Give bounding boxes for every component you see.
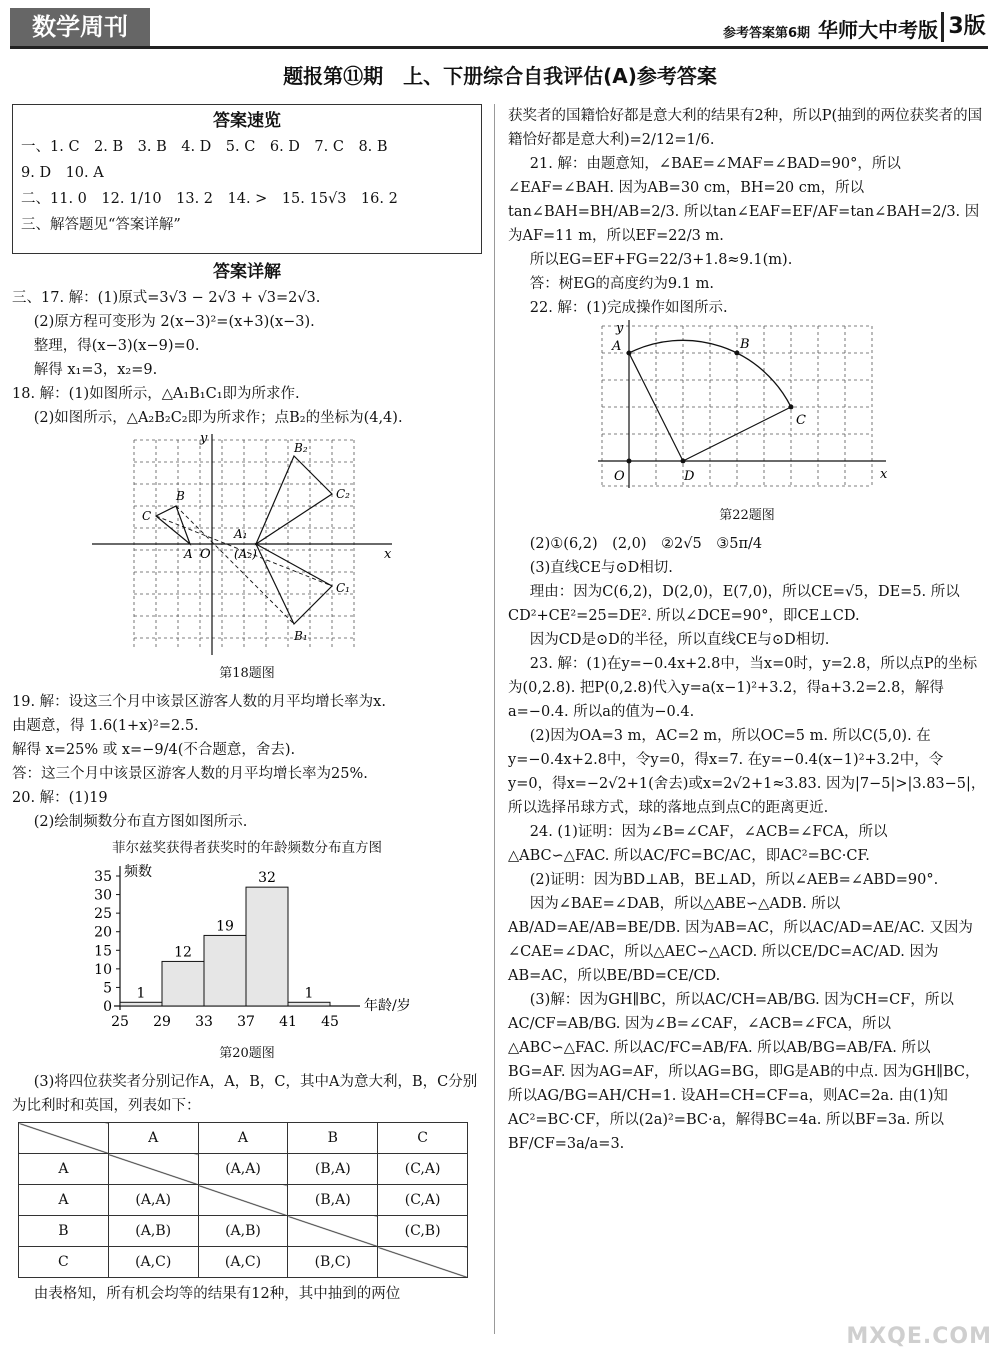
q23-part-1: 23. 解：(1)在y=−0.4x+2.8中，当x=0时，y=2.8，所以点P的坐标为(0,2.8). 把P(0,2.8)代入y=a(x−1)²+3.2，得a+3.2=2.8，解得a=−0.4. 所以a的值为−0.4. <box>508 656 978 720</box>
q18-line-1: 18. 解：(1)如图所示，△A₁B₁C₁即为所求作. <box>12 386 300 402</box>
svg-text:y: y <box>200 431 208 446</box>
table-cell <box>378 1247 468 1278</box>
q22-part-3: (3)直线CE与⊙D相切. <box>529 560 673 576</box>
q19-line-2: 由题意，得 1.6(1+x)²=2.5. <box>12 718 199 734</box>
q22-part-2: (2)①(6,2) (2,0) ②2√5 ③5π/4 <box>529 536 763 552</box>
table-row <box>19 1247 468 1278</box>
figure-22-circle-grid <box>508 320 986 502</box>
y-tick-label: 5 <box>103 980 112 997</box>
table-cell: B <box>19 1216 109 1247</box>
q21-solution: 21. 解：由题意知，∠BAE=∠MAF=∠BAD=90°，所以∠EAF=∠BAH. 因为AB=30 cm，BH=20 cm，所以tan∠BAH=BH/AB=2/3. 所以tan∠EAF=EF/AF=tan∠BAH=2/3. 因为AF=11 m，所以EF=22/3 m. <box>508 156 980 244</box>
q21-answer: 答：树EG的高度约为9.1 m. <box>529 276 714 292</box>
quick-line-1: 一、1. C 2. B 3. B 4. D 5. C 6. D 7. C 8. B <box>21 139 388 155</box>
q17-line-4: 解得 x₁=3，x₂=9. <box>33 362 158 378</box>
y-tick-label: 10 <box>94 961 112 978</box>
quick-answers-heading: 答案速览 <box>213 111 281 131</box>
q20-line-4: 由表格知，所有机会均等的结果有12种，其中抽到的两位 <box>33 1286 401 1302</box>
x-tick-label: 25 <box>111 1014 129 1030</box>
table-cell: (C,B) <box>378 1216 468 1247</box>
svg-text:O: O <box>614 469 625 484</box>
y-tick-label: 0 <box>103 999 112 1015</box>
table-cell: (A,A) <box>108 1185 198 1216</box>
edition-label: 华师大中考版 <box>818 18 938 42</box>
x-axis-label: 年龄/岁 <box>364 998 411 1014</box>
table-cell <box>288 1216 378 1247</box>
svg-text:B: B <box>176 489 185 503</box>
table-cell: A <box>19 1154 109 1185</box>
svg-text:x: x <box>880 467 888 482</box>
x-tick-label: 33 <box>195 1014 213 1030</box>
table-cell <box>198 1185 288 1216</box>
svg-text:C: C <box>142 509 152 523</box>
bar-value-label: 12 <box>174 944 192 961</box>
bar-value-label: 32 <box>258 870 276 887</box>
table-cell: (C,A) <box>378 1185 468 1216</box>
q17-line-3: 整理，得(x−3)(x−9)=0. <box>33 338 200 354</box>
svg-text:A: A <box>184 547 193 561</box>
table-cell: (A,A) <box>198 1154 288 1185</box>
x-tick-label: 29 <box>153 1014 171 1030</box>
q23-part-2: (2)因为OA=3 m，AC=2 m，所以OC=5 m. 所以C(5,0). 在y=−0.4x+2.8中，令y=0，得x=7. 在y=−0.4(x−1)²+3.2中，令y=0，得x=−2√2+1(舍去)或x=2√2+1≈3.83. 因为|7−5|>|3.83−5|，所以选择吊球方式，球的落地点到点C的距离更近. <box>508 728 986 816</box>
q17-line-1: 三、17. 解：(1)原式=3√3 − 2√3 + √3=2√3. <box>12 290 321 306</box>
quick-line-4: 三、解答题见“答案详解” <box>21 217 181 233</box>
svg-text:O: O <box>200 547 211 562</box>
histogram-bar <box>162 961 204 1006</box>
histogram-bar <box>120 1002 162 1006</box>
table-corner-cell <box>19 1123 109 1154</box>
table-cell: (B,C) <box>288 1247 378 1278</box>
svg-text:B₂: B₂ <box>294 441 308 455</box>
svg-text:x: x <box>384 547 392 562</box>
table-row <box>19 1154 468 1185</box>
svg-text:(A₂): (A₂) <box>234 547 257 561</box>
left-column <box>12 104 482 1306</box>
table-header-cell: A <box>108 1123 198 1154</box>
histogram-bar <box>204 935 246 1006</box>
masthead <box>10 8 988 49</box>
issue-info <box>723 14 938 43</box>
svg-text:C₁: C₁ <box>336 581 350 595</box>
svg-text:C: C <box>796 413 806 428</box>
q22-line-1: 22. 解：(1)完成操作如图所示. <box>529 300 728 316</box>
table-row <box>19 1185 468 1216</box>
bar-value-label: 1 <box>304 985 314 1002</box>
q22-reason: 理由：因为C(6,2)，D(2,0)，E(7,0)，所以CE=√5，DE=5. 所以CD²+CE²=25=DE². 所以∠DCE=90°，即CE⊥CD. <box>508 584 960 624</box>
page-number: 3版 <box>948 14 986 39</box>
right-column <box>508 104 986 1156</box>
table-cell: (B,A) <box>288 1154 378 1185</box>
figure-22-caption: 第22题图 <box>719 508 775 523</box>
svg-text:D: D <box>684 469 695 484</box>
page-title: 题报第⑪期 上、下册综合自我评估(A)参考答案 <box>283 64 717 88</box>
table-header-cell: A <box>198 1123 288 1154</box>
table-header-cell: C <box>378 1123 468 1154</box>
q18-line-2: (2)如图所示，△A₂B₂C₂即为所求作；点B₂的坐标为(4,4). <box>33 410 403 426</box>
column-divider <box>494 104 495 1334</box>
header-divider <box>941 12 944 42</box>
y-tick-label: 35 <box>94 869 112 885</box>
y-tick-label: 15 <box>94 943 112 960</box>
q20-line-3: (3)将四位获奖者分别记作A，A，B，C，其中A为意大利，B，C分别为比利时和英国，列表如下： <box>12 1074 478 1114</box>
quick-answers-box <box>12 104 482 254</box>
table-cell: C <box>19 1247 109 1278</box>
histogram-bar <box>246 887 288 1006</box>
table-cell: (B,A) <box>288 1185 378 1216</box>
table-cell: (A,B) <box>198 1216 288 1247</box>
table-header-row <box>19 1123 468 1154</box>
figure-20-histogram <box>12 860 482 1040</box>
table-cell: A <box>19 1185 109 1216</box>
x-tick-label: 37 <box>237 1014 255 1030</box>
q20-line-2: (2)绘制频数分布直方图如图所示. <box>33 814 248 830</box>
q19-line-4: 答：这三个月中该景区游客人数的月平均增长率为25%. <box>12 766 368 782</box>
table-row <box>19 1216 468 1247</box>
svg-text:A₁: A₁ <box>234 527 248 541</box>
quick-line-3: 二、11. 0 12. 1/10 13. 2 14. > 15. 15√3 16. 2 <box>21 191 398 207</box>
y-tick-label: 30 <box>94 887 112 904</box>
q24-part-2: (2)证明：因为BD⊥AB，BE⊥AD，所以∠AEB=∠ABD=90°. <box>529 872 939 888</box>
table-cell <box>108 1154 198 1185</box>
table-cell: (A,C) <box>108 1247 198 1278</box>
brand-logo: 数学周刊 <box>10 8 150 46</box>
y-tick-label: 20 <box>94 924 112 941</box>
table-cell: (C,A) <box>378 1154 468 1185</box>
q19-line-3: 解得 x=25% 或 x=−9/4(不合题意，舍去). <box>12 742 296 758</box>
svg-text:B₁: B₁ <box>294 629 308 643</box>
quick-line-2: 9. D 10. A <box>21 165 104 181</box>
outcome-table <box>18 1122 468 1278</box>
x-tick-label: 45 <box>321 1014 339 1030</box>
q21-line-2: 所以EG=EF+FG=22/3+1.8≈9.1(m). <box>529 252 793 268</box>
svg-text:B: B <box>740 337 750 352</box>
q17-line-2: (2)原方程可变形为 2(x−3)²=(x+3)(x−3). <box>33 314 315 330</box>
site-watermark: MXQE.COM <box>846 1324 992 1349</box>
table-header-cell: B <box>288 1123 378 1154</box>
q20-conclusion: 获奖者的国籍恰好都是意大利的结果有2种，所以P(抽到的两位获奖者的国籍恰好都是意大利)=2/12=1/6. <box>508 108 983 148</box>
bar-value-label: 19 <box>216 918 234 935</box>
q24-part-1: 24. (1)证明：因为∠B=∠CAF，∠ACB=∠FCA，所以△ABC∽△FAC. 所以AC/FC=BC/AC，即AC²=BC·CF. <box>508 824 888 864</box>
q24-part-2-proof: 因为∠BAE=∠DAB，所以△ABE∽△ADB. 所以AB/AD=AE/AB=BE/DB. 因为AB=AC，所以AC/AD=AE/AC. 又因为∠CAE=∠DAC，所以△AEC∽△ACD. 所以CE/DC=AC/AD. 因为AB=AC，所以BE/BD=CE/CD. <box>508 896 973 984</box>
figure-18-caption: 第18题图 <box>219 666 275 681</box>
svg-text:y: y <box>616 321 624 336</box>
svg-text:C₂: C₂ <box>336 487 350 501</box>
histogram-title: 菲尔兹奖获得者获奖时的年龄频数分布直方图 <box>112 840 382 856</box>
svg-text:A: A <box>612 339 622 354</box>
q24-part-3: (3)解：因为GH∥BC，所以AC/CH=AB/BG. 因为CH=CF，所以AC/CF=AB/BG. 因为∠B=∠CAF，∠ACB=∠FCA，所以△ABC∽△FAC. 所以AC/FC=AB/FA. 所以AB/BG=AB/FA. 所以BG=AF. 因为AG=AF，所以AG=BG，即G是AB的中点. 因为GH∥BC，所以AG/BG=AH/CH=1. 设AH=CH=CF=a，则AC=2a. 由(1)知AC²=BC·CF，所以(2a)²=BC·a，解得BC=4a. 所以BF=3a. 所以BF/CF=3a/a=3. <box>508 992 980 1152</box>
figure-18-coordinate-grid <box>12 430 482 660</box>
issue-label: 参考答案第6期 <box>722 26 810 41</box>
bar-value-label: 1 <box>136 985 146 1002</box>
q22-conclusion: 因为CD是⊙D的半径，所以直线CE与⊙D相切. <box>529 632 830 648</box>
detail-heading: 答案详解 <box>213 262 281 282</box>
histogram-bar <box>288 1002 330 1006</box>
x-tick-label: 41 <box>279 1014 297 1030</box>
figure-20-caption: 第20题图 <box>219 1046 275 1061</box>
y-axis-label: 频数 <box>124 864 152 880</box>
table-cell: (A,C) <box>198 1247 288 1278</box>
q19-line-1: 19. 解：设这三个月中该景区游客人数的月平均增长率为x. <box>12 694 386 710</box>
table-cell: (A,B) <box>108 1216 198 1247</box>
y-tick-label: 25 <box>94 906 112 923</box>
q20-line-1: 20. 解：(1)19 <box>12 790 108 806</box>
